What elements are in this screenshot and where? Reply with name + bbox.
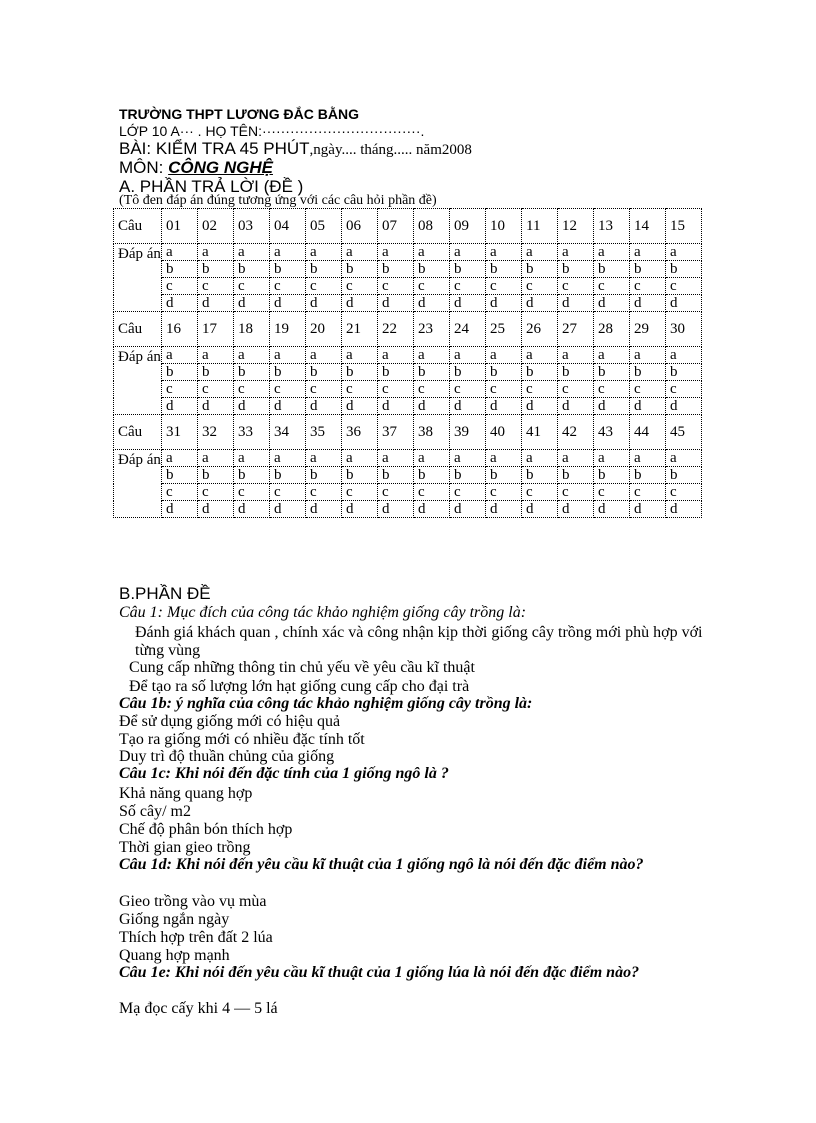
answer-bubble-d[interactable]: d <box>414 398 450 415</box>
answer-bubble-d[interactable]: d <box>630 398 666 415</box>
q1b-option-2: Tạo ra giống mới có nhiều đặc tính tốt <box>119 731 365 748</box>
question-number-row <box>114 415 702 450</box>
answer-bubble-b[interactable]: b <box>450 364 486 381</box>
answer-bubble-b[interactable]: b <box>522 261 558 278</box>
question-number-cell: 02 <box>198 209 234 244</box>
answer-bubble-a[interactable]: a <box>486 244 522 261</box>
answer-bubble-c[interactable]: c <box>270 381 306 398</box>
answer-bubble-a[interactable]: a <box>450 244 486 261</box>
answer-bubble-b[interactable]: b <box>522 467 558 484</box>
question-number-cell: 43 <box>594 415 630 450</box>
answer-bubble-c[interactable]: c <box>342 484 378 501</box>
question-1b: Câu 1b: ý nghĩa của công tác khảo nghiệm giống cây trồng là: <box>119 695 533 712</box>
school-name: TRƯỜNG THPT LƯƠNG ĐẮC BẰNG <box>119 106 359 122</box>
question-number-cell: 01 <box>162 209 198 244</box>
answer-bubble-b[interactable]: b <box>486 364 522 381</box>
answer-bubble-c[interactable]: c <box>558 484 594 501</box>
answer-bubble-d[interactable]: d <box>270 295 306 312</box>
answer-bubble-c[interactable]: c <box>342 381 378 398</box>
question-number-cell: 33 <box>234 415 270 450</box>
answer-bubble-c[interactable]: c <box>198 484 234 501</box>
answer-bubble-d[interactable]: d <box>342 501 378 518</box>
answer-label-cell: Đáp án <box>114 347 162 415</box>
answer-bubble-b[interactable]: b <box>162 467 198 484</box>
answer-bubble-c[interactable]: c <box>234 484 270 501</box>
question-number-cell: 31 <box>162 415 198 450</box>
answer-bubble-a[interactable]: a <box>270 347 306 364</box>
answer-bubble-c[interactable]: c <box>522 484 558 501</box>
q1c-option-2: Số cây/ m2 <box>119 803 191 820</box>
class-name-line: LỚP 10 A··· . HỌ TÊN:··································. <box>119 123 425 139</box>
answer-bubble-d[interactable]: d <box>450 398 486 415</box>
answer-bubble-d[interactable]: d <box>270 501 306 518</box>
answer-bubble-a[interactable]: a <box>630 244 666 261</box>
question-number-cell: 18 <box>234 312 270 347</box>
subject-line <box>119 158 273 178</box>
answer-bubble-c[interactable]: c <box>522 278 558 295</box>
answer-bubble-b[interactable]: b <box>234 261 270 278</box>
answer-bubble-d[interactable]: d <box>198 501 234 518</box>
answer-bubble-d[interactable]: d <box>234 501 270 518</box>
question-number-cell: 28 <box>594 312 630 347</box>
answer-bubble-a[interactable]: a <box>558 450 594 467</box>
answer-bubble-a[interactable]: a <box>162 347 198 364</box>
answer-bubble-d[interactable]: d <box>162 295 198 312</box>
answer-bubble-c[interactable]: c <box>378 381 414 398</box>
answer-bubble-d[interactable]: d <box>378 398 414 415</box>
question-number-cell: 12 <box>558 209 594 244</box>
answer-bubble-d[interactable]: d <box>450 295 486 312</box>
question-number-cell: 03 <box>234 209 270 244</box>
question-number-cell: 27 <box>558 312 594 347</box>
answer-bubble-d[interactable]: d <box>522 501 558 518</box>
answer-option-row <box>114 347 702 364</box>
answer-option-row <box>114 484 702 501</box>
answer-bubble-b[interactable]: b <box>306 467 342 484</box>
question-number-cell: 14 <box>630 209 666 244</box>
answer-bubble-c[interactable]: c <box>306 381 342 398</box>
answer-bubble-c[interactable]: c <box>306 484 342 501</box>
answer-bubble-a[interactable]: a <box>486 347 522 364</box>
answer-bubble-c[interactable]: c <box>198 381 234 398</box>
answer-label-cell: Đáp án <box>114 450 162 518</box>
question-number-cell: 45 <box>666 415 702 450</box>
answer-bubble-d[interactable]: d <box>378 501 414 518</box>
answer-bubble-d[interactable]: d <box>450 501 486 518</box>
answer-bubble-c[interactable]: c <box>630 278 666 295</box>
question-number-cell: 19 <box>270 312 306 347</box>
question-number-cell: 44 <box>630 415 666 450</box>
answer-bubble-a[interactable]: a <box>378 450 414 467</box>
answer-bubble-b[interactable]: b <box>270 261 306 278</box>
answer-option-row <box>114 295 702 312</box>
answer-bubble-b[interactable]: b <box>306 364 342 381</box>
answer-option-row <box>114 244 702 261</box>
question-number-cell: 35 <box>306 415 342 450</box>
question-number-cell: 26 <box>522 312 558 347</box>
answer-bubble-c[interactable]: c <box>666 484 702 501</box>
question-number-cell: 16 <box>162 312 198 347</box>
answer-bubble-a[interactable]: a <box>378 244 414 261</box>
answer-bubble-b[interactable]: b <box>270 467 306 484</box>
answer-bubble-a[interactable]: a <box>306 450 342 467</box>
answer-bubble-a[interactable]: a <box>414 244 450 261</box>
answer-bubble-b[interactable]: b <box>306 261 342 278</box>
answer-bubble-a[interactable]: a <box>594 347 630 364</box>
answer-bubble-b[interactable]: b <box>198 364 234 381</box>
answer-bubble-d[interactable]: d <box>522 398 558 415</box>
question-number-cell: 24 <box>450 312 486 347</box>
answer-bubble-a[interactable]: a <box>234 244 270 261</box>
q1c-option-3: Chế độ phân bón thích hợp <box>119 821 293 838</box>
question-label-cell: Câu <box>114 209 162 244</box>
question-number-cell: 39 <box>450 415 486 450</box>
answer-bubble-b[interactable]: b <box>378 364 414 381</box>
answer-bubble-a[interactable]: a <box>558 244 594 261</box>
answer-bubble-b[interactable]: b <box>594 364 630 381</box>
answer-option-row <box>114 450 702 467</box>
answer-bubble-a[interactable]: a <box>558 347 594 364</box>
answer-bubble-c[interactable]: c <box>630 484 666 501</box>
answer-bubble-a[interactable]: a <box>666 450 702 467</box>
answer-bubble-a[interactable]: a <box>450 347 486 364</box>
question-number-cell: 11 <box>522 209 558 244</box>
answer-option-row <box>114 398 702 415</box>
answer-bubble-d[interactable]: d <box>342 295 378 312</box>
answer-bubble-a[interactable]: a <box>630 347 666 364</box>
answer-bubble-c[interactable]: c <box>270 278 306 295</box>
subject-value: CÔNG NGHỆ <box>168 158 273 177</box>
answer-bubble-b[interactable]: b <box>234 364 270 381</box>
answer-bubble-c[interactable]: c <box>342 278 378 295</box>
answer-bubble-b[interactable]: b <box>630 364 666 381</box>
answer-option-row <box>114 261 702 278</box>
question-number-row <box>114 209 702 244</box>
answer-bubble-c[interactable]: c <box>234 381 270 398</box>
answer-bubble-b[interactable]: b <box>450 261 486 278</box>
answer-bubble-c[interactable]: c <box>234 278 270 295</box>
answer-bubble-d[interactable]: d <box>666 501 702 518</box>
answer-bubble-b[interactable]: b <box>342 364 378 381</box>
answer-sheet-table <box>113 208 702 518</box>
answer-bubble-b[interactable]: b <box>486 261 522 278</box>
answer-bubble-d[interactable]: d <box>234 295 270 312</box>
answer-bubble-c[interactable]: c <box>486 278 522 295</box>
part-b-title: B.PHẦN ĐỀ <box>119 584 211 603</box>
answer-bubble-d[interactable]: d <box>162 501 198 518</box>
question-number-cell: 41 <box>522 415 558 450</box>
answer-bubble-b[interactable]: b <box>666 261 702 278</box>
answer-bubble-c[interactable]: c <box>162 381 198 398</box>
answer-bubble-d[interactable]: d <box>414 501 450 518</box>
question-number-cell: 17 <box>198 312 234 347</box>
part-a-title: A. PHẦN TRẢ LỜI (ĐỀ ) <box>119 177 304 196</box>
question-1e: Câu 1e: Khi nói đến yêu cầu kĩ thuật của 1 giống lúa là nói đến đặc điểm nào? <box>119 964 640 981</box>
answer-bubble-c[interactable]: c <box>558 278 594 295</box>
q1-option-1: Đánh giá khách quan , chính xác và công nhận kịp thời giống cây trồng mới phù hợp với từng vùng <box>135 624 703 659</box>
q1e-option-1: Mạ đọc cấy khi 4 — 5 lá <box>119 1000 278 1017</box>
question-number-row <box>114 312 702 347</box>
answer-bubble-c[interactable]: c <box>198 278 234 295</box>
answer-bubble-a[interactable]: a <box>270 450 306 467</box>
answer-bubble-d[interactable]: d <box>198 295 234 312</box>
question-number-cell: 06 <box>342 209 378 244</box>
answer-bubble-c[interactable]: c <box>378 278 414 295</box>
answer-bubble-c[interactable]: c <box>450 484 486 501</box>
answer-bubble-a[interactable]: a <box>594 244 630 261</box>
answer-bubble-a[interactable]: a <box>198 347 234 364</box>
answer-bubble-b[interactable]: b <box>666 364 702 381</box>
answer-bubble-a[interactable]: a <box>450 450 486 467</box>
answer-option-row <box>114 278 702 295</box>
answer-bubble-d[interactable]: d <box>558 501 594 518</box>
answer-bubble-a[interactable]: a <box>666 244 702 261</box>
answer-bubble-d[interactable]: d <box>306 398 342 415</box>
question-number-cell: 36 <box>342 415 378 450</box>
answer-bubble-d[interactable]: d <box>666 398 702 415</box>
question-label-cell: Câu <box>114 312 162 347</box>
question-number-cell: 29 <box>630 312 666 347</box>
question-number-cell: 25 <box>486 312 522 347</box>
q1c-option-4: Thời gian gieo trồng <box>119 839 251 856</box>
question-number-cell: 38 <box>414 415 450 450</box>
question-1c: Câu 1c: Khi nói đến đặc tính của 1 giống ngô là ? <box>119 765 449 782</box>
answer-bubble-d[interactable]: d <box>630 295 666 312</box>
q1c-option-1: Khả năng quang hợp <box>119 785 253 802</box>
question-number-cell: 30 <box>666 312 702 347</box>
answer-bubble-d[interactable]: d <box>630 501 666 518</box>
answer-bubble-d[interactable]: d <box>558 295 594 312</box>
answer-bubble-a[interactable]: a <box>162 450 198 467</box>
answer-bubble-b[interactable]: b <box>414 364 450 381</box>
answer-bubble-b[interactable]: b <box>558 261 594 278</box>
answer-bubble-a[interactable]: a <box>666 347 702 364</box>
q1b-option-3: Duy trì độ thuần chủng của giống <box>119 748 335 765</box>
answer-bubble-c[interactable]: c <box>486 381 522 398</box>
answer-bubble-a[interactable]: a <box>306 347 342 364</box>
answer-bubble-b[interactable]: b <box>414 261 450 278</box>
answer-bubble-b[interactable]: b <box>162 261 198 278</box>
answer-bubble-b[interactable]: b <box>342 261 378 278</box>
answer-bubble-a[interactable]: a <box>270 244 306 261</box>
answer-bubble-a[interactable]: a <box>342 450 378 467</box>
answer-bubble-c[interactable]: c <box>270 484 306 501</box>
answer-bubble-b[interactable]: b <box>450 467 486 484</box>
answer-bubble-c[interactable]: c <box>306 278 342 295</box>
answer-bubble-c[interactable]: c <box>486 484 522 501</box>
answer-bubble-d[interactable]: d <box>234 398 270 415</box>
question-number-cell: 10 <box>486 209 522 244</box>
answer-bubble-d[interactable]: d <box>594 501 630 518</box>
answer-bubble-d[interactable]: d <box>486 501 522 518</box>
answer-bubble-b[interactable]: b <box>234 467 270 484</box>
question-number-cell: 32 <box>198 415 234 450</box>
answer-bubble-d[interactable]: d <box>342 398 378 415</box>
answer-bubble-b[interactable]: b <box>414 467 450 484</box>
q1-option-2: Cung cấp những thông tin chủ yếu về yêu cầu kĩ thuật <box>129 659 475 676</box>
answer-bubble-c[interactable]: c <box>666 381 702 398</box>
q1d-option-2: Giống ngắn ngày <box>119 911 230 928</box>
question-number-cell: 21 <box>342 312 378 347</box>
answer-bubble-c[interactable]: c <box>162 278 198 295</box>
question-number-cell: 04 <box>270 209 306 244</box>
answer-bubble-b[interactable]: b <box>558 467 594 484</box>
exam-title: BÀI: KIỂM TRA 45 PHÚT <box>119 139 310 158</box>
answer-option-row <box>114 381 702 398</box>
answer-bubble-b[interactable]: b <box>594 261 630 278</box>
answer-bubble-a[interactable]: a <box>378 347 414 364</box>
question-number-cell: 42 <box>558 415 594 450</box>
answer-bubble-d[interactable]: d <box>378 295 414 312</box>
answer-bubble-b[interactable]: b <box>666 467 702 484</box>
answer-bubble-d[interactable]: d <box>558 398 594 415</box>
answer-bubble-c[interactable]: c <box>666 278 702 295</box>
answer-bubble-c[interactable]: c <box>414 381 450 398</box>
answer-bubble-c[interactable]: c <box>378 484 414 501</box>
answer-bubble-a[interactable]: a <box>414 347 450 364</box>
answer-bubble-b[interactable]: b <box>198 467 234 484</box>
answer-bubble-a[interactable]: a <box>234 450 270 467</box>
question-1d: Câu 1d: Khi nói đến yêu cầu kĩ thuật của 1 giống ngô là nói đến đặc điểm nào? <box>119 856 644 873</box>
question-label-cell: Câu <box>114 415 162 450</box>
answer-bubble-c[interactable]: c <box>594 484 630 501</box>
answer-bubble-d[interactable]: d <box>198 398 234 415</box>
answer-bubble-c[interactable]: c <box>522 381 558 398</box>
instruction-note: (Tô đen đáp án đúng tương ứng với các câu hỏi phần đề) <box>119 193 437 208</box>
answer-bubble-b[interactable]: b <box>270 364 306 381</box>
question-number-cell: 40 <box>486 415 522 450</box>
answer-label-cell: Đáp án <box>114 244 162 312</box>
answer-option-row <box>114 364 702 381</box>
q1-option-3: Để tạo ra số lượng lớn hạt giống cung cấp cho đại trà <box>129 678 470 695</box>
answer-bubble-a[interactable]: a <box>522 244 558 261</box>
answer-bubble-b[interactable]: b <box>162 364 198 381</box>
question-number-cell: 34 <box>270 415 306 450</box>
question-number-cell: 08 <box>414 209 450 244</box>
answer-bubble-d[interactable]: d <box>486 295 522 312</box>
answer-bubble-d[interactable]: d <box>306 501 342 518</box>
answer-bubble-d[interactable]: d <box>666 295 702 312</box>
answer-bubble-a[interactable]: a <box>486 450 522 467</box>
answer-bubble-c[interactable]: c <box>594 278 630 295</box>
q1d-option-4: Quang hợp mạnh <box>119 947 230 964</box>
answer-bubble-b[interactable]: b <box>486 467 522 484</box>
answer-bubble-d[interactable]: d <box>306 295 342 312</box>
answer-bubble-c[interactable]: c <box>630 381 666 398</box>
question-1: Câu 1: Mục đích của công tác khảo nghiệm giống cây trồng là: <box>119 604 527 621</box>
answer-bubble-a[interactable]: a <box>234 347 270 364</box>
answer-bubble-c[interactable]: c <box>414 278 450 295</box>
answer-bubble-a[interactable]: a <box>198 244 234 261</box>
answer-bubble-d[interactable]: d <box>486 398 522 415</box>
exam-title-line <box>119 139 472 159</box>
answer-bubble-a[interactable]: a <box>342 244 378 261</box>
question-number-cell: 13 <box>594 209 630 244</box>
answer-bubble-c[interactable]: c <box>450 381 486 398</box>
answer-bubble-b[interactable]: b <box>378 467 414 484</box>
answer-bubble-a[interactable]: a <box>594 450 630 467</box>
question-number-cell: 23 <box>414 312 450 347</box>
answer-bubble-d[interactable]: d <box>594 295 630 312</box>
answer-bubble-d[interactable]: d <box>162 398 198 415</box>
answer-bubble-c[interactable]: c <box>450 278 486 295</box>
answer-bubble-d[interactable]: d <box>594 398 630 415</box>
answer-bubble-a[interactable]: a <box>306 244 342 261</box>
question-number-cell: 37 <box>378 415 414 450</box>
answer-option-row <box>114 501 702 518</box>
answer-bubble-d[interactable]: d <box>270 398 306 415</box>
answer-bubble-c[interactable]: c <box>414 484 450 501</box>
answer-bubble-d[interactable]: d <box>522 295 558 312</box>
q1d-option-3: Thích hợp trên đất 2 lúa <box>119 929 273 946</box>
question-number-cell: 09 <box>450 209 486 244</box>
answer-bubble-b[interactable]: b <box>630 261 666 278</box>
answer-bubble-d[interactable]: d <box>414 295 450 312</box>
answer-bubble-c[interactable]: c <box>558 381 594 398</box>
question-number-cell: 15 <box>666 209 702 244</box>
q1b-option-1: Để sử dụng giống mới có hiệu quả <box>119 713 341 730</box>
answer-bubble-b[interactable]: b <box>522 364 558 381</box>
answer-bubble-b[interactable]: b <box>342 467 378 484</box>
q1d-option-1: Gieo trồng vào vụ mùa <box>119 893 267 910</box>
answer-bubble-c[interactable]: c <box>594 381 630 398</box>
answer-bubble-a[interactable]: a <box>630 450 666 467</box>
question-number-cell: 22 <box>378 312 414 347</box>
exam-date: ,ngày.... tháng..... năm2008 <box>309 142 472 158</box>
answer-bubble-a[interactable]: a <box>414 450 450 467</box>
subject-label: MÔN: <box>119 158 164 177</box>
answer-bubble-b[interactable]: b <box>198 261 234 278</box>
answer-bubble-a[interactable]: a <box>198 450 234 467</box>
answer-bubble-b[interactable]: b <box>378 261 414 278</box>
question-number-cell: 07 <box>378 209 414 244</box>
answer-bubble-b[interactable]: b <box>594 467 630 484</box>
answer-bubble-b[interactable]: b <box>558 364 594 381</box>
answer-bubble-a[interactable]: a <box>162 244 198 261</box>
question-number-cell: 20 <box>306 312 342 347</box>
answer-bubble-c[interactable]: c <box>162 484 198 501</box>
answer-bubble-b[interactable]: b <box>630 467 666 484</box>
answer-option-row <box>114 467 702 484</box>
answer-bubble-a[interactable]: a <box>522 450 558 467</box>
answer-bubble-a[interactable]: a <box>522 347 558 364</box>
question-number-cell: 05 <box>306 209 342 244</box>
answer-bubble-a[interactable]: a <box>342 347 378 364</box>
